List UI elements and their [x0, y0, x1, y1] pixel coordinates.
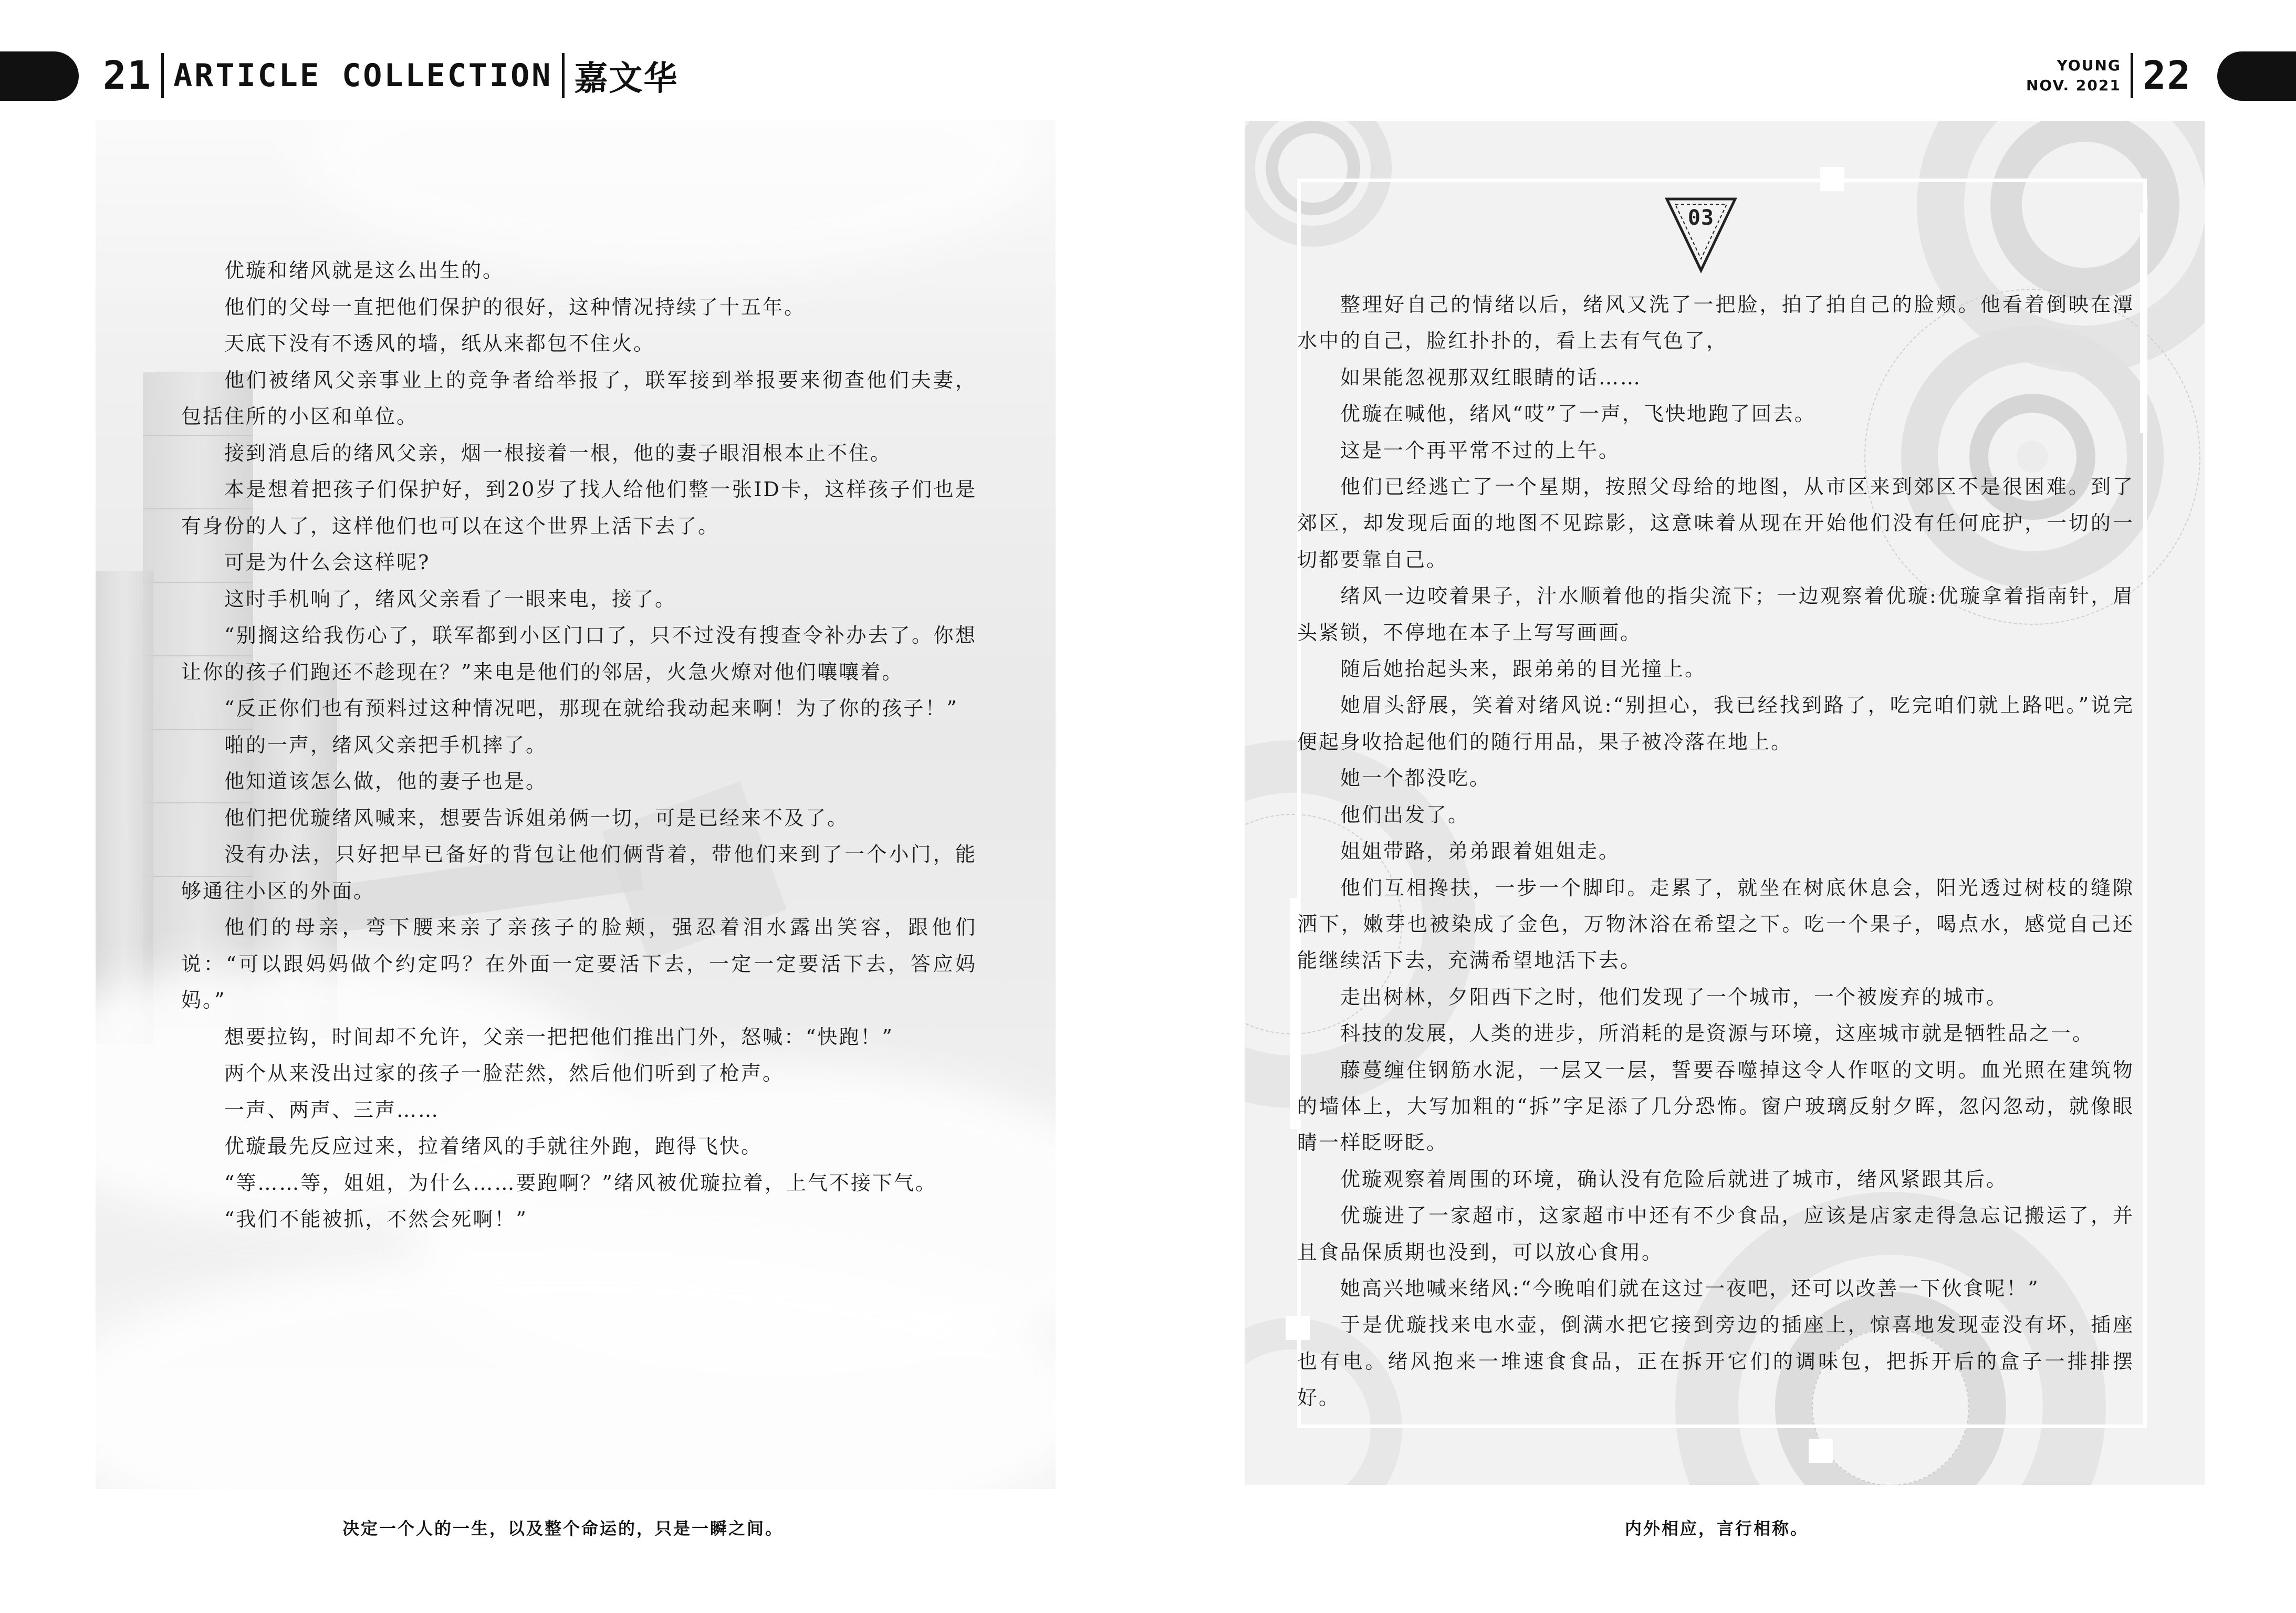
- paragraph: 整理好自己的情绪以后，绪风又洗了一把脸，拍了拍自己的脸颊。他看着倒映在潭水中的自己，脸红扑扑的，看上去有气色了，: [1297, 293, 2134, 353]
- paragraph: “我们不能被抓，不然会死啊！”: [224, 1208, 528, 1231]
- right-page-footer-quote: 内外相应，言行相称。: [1625, 1518, 1809, 1538]
- paragraph: 没有办法，只好把早已备好的背包让他们俩背着，带他们来到了一个小门，能够通往小区的外面。: [181, 843, 977, 903]
- section-number: 03: [1687, 206, 1715, 230]
- header-divider: [2131, 53, 2133, 98]
- left-header-pill: [0, 51, 79, 101]
- paragraph: 走出树林，夕阳西下之时，他们发现了一个城市，一个被废弃的城市。: [1340, 985, 2008, 1009]
- paragraph: 绪风一边咬着果子，汁水顺着他的指尖流下；一边观察着优璇:优璇拿着指南针，眉头紧锁，不停地在本子上写写画画。: [1297, 584, 2134, 644]
- paragraph: 啪的一声，绪风父亲把手机摔了。: [224, 733, 548, 757]
- paragraph: 她高兴地喊来绪风:“今晚咱们就在这过一夜吧，还可以改善一下伙食呢！”: [1340, 1276, 2040, 1300]
- paragraph: 优璇观察着周围的环境，确认没有危险后就进了城市，绪风紧跟其后。: [1340, 1167, 2008, 1191]
- right-header: [2026, 50, 2191, 101]
- header-divider: [562, 53, 565, 98]
- issue-young: YOUNG: [2057, 57, 2121, 74]
- frame-accent: [2140, 213, 2147, 433]
- frame-square: [1809, 1439, 1833, 1463]
- paragraph: 他知道该怎么做，他的妻子也是。: [224, 770, 548, 793]
- paragraph: 接到消息后的绪风父亲，烟一根接着一根，他的妻子眼泪根本止不住。: [224, 441, 892, 465]
- header-divider: [161, 53, 164, 98]
- paragraph: 她一个都没吃。: [1340, 767, 1491, 790]
- left-article-body: [181, 253, 977, 1238]
- paragraph: 可是为什么会这样呢?: [224, 551, 431, 574]
- paragraph: 优璇在喊他，绪风“哎”了一声，飞快地跑了回去。: [1340, 402, 1816, 426]
- paragraph: 想要拉钩，时间却不允许，父亲一把把他们推出门外，怒喊：“快跑！”: [224, 1025, 894, 1049]
- frame-square: [1820, 167, 1844, 191]
- paragraph: “等……等，姐姐，为什么……要跑啊？”绪风被优璇拉着，上气不接下气。: [224, 1171, 937, 1195]
- paragraph: 他们被绪风父亲事业上的竞争者给举报了，联军接到举报要来彻查他们夫妻，包括住所的小区和单位。: [181, 368, 977, 428]
- paragraph: 两个从来没出过家的孩子一脸茫然，然后他们听到了枪声。: [224, 1062, 785, 1085]
- paragraph: 藤蔓缠住钢筋水泥，一层又一层，誓要吞噬掉这令人作呕的文明。血光照在建筑物的墙体上，大写加粗的“拆”字足添了几分恐怖。窗户玻璃反射夕晖，忽闪忽动，就像眼睛一样眨呀眨。: [1297, 1058, 2134, 1155]
- brand-name: 嘉文华: [574, 59, 679, 98]
- paragraph: 他们已经逃亡了一个星期，按照父母给的地图，从市区来到郊区不是很困难。到了郊区，却发现后面的地图不见踪影，这意味着从现在开始他们没有任何庇护，一切的一切都要靠自己。: [1297, 475, 2134, 571]
- paragraph: 这时手机响了，绪风父亲看了一眼来电，接了。: [224, 587, 677, 611]
- left-header: [103, 50, 678, 101]
- paragraph: “别搁这给我伤心了，联军都到小区门口了，只不过没有搜查令补办去了。你想让你的孩子们跑还不趁现在？”来电是他们的邻居，火急火燎对他们嚷嚷着。: [181, 624, 977, 684]
- paragraph: 科技的发展，人类的进步，所消耗的是资源与环境，这座城市就是牺牲品之一。: [1340, 1022, 2094, 1045]
- paragraph: 天底下没有不透风的墙，纸从来都包不住火。: [224, 332, 655, 355]
- paragraph: 他们的母亲，弯下腰来亲了亲孩子的脸颊，强忍着泪水露出笑容，跟他们说：“可以跟妈妈做个约定吗？在外面一定要活下去，一定一定要活下去，答应妈妈。”: [181, 916, 977, 1012]
- right-header-pill: [2217, 51, 2296, 101]
- paragraph: 他们互相搀扶，一步一个脚印。走累了，就坐在树底休息会，阳光透过树枝的缝隙洒下，嫩芽也被染成了金色，万物沐浴在希望之下。吃一个果子，喝点水，感觉自己还能继续活下去，充满希望地活下去。: [1297, 876, 2134, 972]
- frame-accent: [1290, 898, 1297, 1129]
- paragraph: 本是想着把孩子们保护好，到20岁了找人给他们整一张ID卡，这样孩子们也是有身份的人了，这样他们也可以在这个世界上活下去了。: [181, 478, 977, 538]
- left-page-number: 21: [103, 53, 152, 98]
- building-shape: [96, 571, 153, 1044]
- issue-info: [2026, 56, 2121, 96]
- left-page-footer-quote: 决定一个人的一生，以及整个命运的，只是一瞬之间。: [342, 1518, 784, 1538]
- paragraph: 他们出发了。: [1340, 803, 1470, 826]
- paragraph: 他们把优璇绪风喊来，想要告诉姐弟俩一切，可是已经来不及了。: [224, 806, 849, 830]
- paragraph: 优璇进了一家超市，这家超市中还有不少食品，应该是店家走得急忘记搬运了，并且食品保质期也没到，可以放心食用。: [1297, 1204, 2134, 1264]
- issue-date: NOV. 2021: [2026, 77, 2121, 94]
- paragraph: 于是优璇找来电水壶，倒满水把它接到旁边的插座上，惊喜地发现壶没有坏，插座也有电。绪风抱来一堆速食食品，正在拆开它们的调味包，把拆开后的盒子一排排摆好。: [1297, 1313, 2134, 1410]
- paragraph: 这是一个再平常不过的上午。: [1340, 438, 1621, 462]
- paragraph: 她眉头舒展，笑着对绪风说:“别担心，我已经找到路了，吃完咱们就上路吧。”说完便起身收拾起他们的随行用品，果子被冷落在地上。: [1297, 694, 2134, 753]
- right-page-number: 22: [2142, 53, 2191, 98]
- paragraph: 他们的父母一直把他们保护的很好，这种情况持续了十五年。: [224, 295, 806, 319]
- right-article-body: [1297, 287, 2134, 1417]
- paragraph: “反正你们也有预料过这种情况吧，那现在就给我动起来啊！为了你的孩子！”: [224, 697, 958, 720]
- paragraph: 随后她抬起头来，跟弟弟的目光撞上。: [1340, 657, 1707, 681]
- column-title: ARTICLE COLLECTION: [173, 57, 553, 94]
- paragraph: 一声、两声、三声……: [224, 1098, 440, 1122]
- paragraph: 姐姐带路，弟弟跟着姐姐走。: [1340, 840, 1621, 863]
- paragraph: 优璇和绪风就是这么出生的。: [224, 259, 505, 282]
- paragraph: 如果能忽视那双红眼睛的话……: [1340, 365, 1642, 389]
- paragraph: 优璇最先反应过来，拉着绪风的手就往外跑，跑得飞快。: [224, 1135, 763, 1158]
